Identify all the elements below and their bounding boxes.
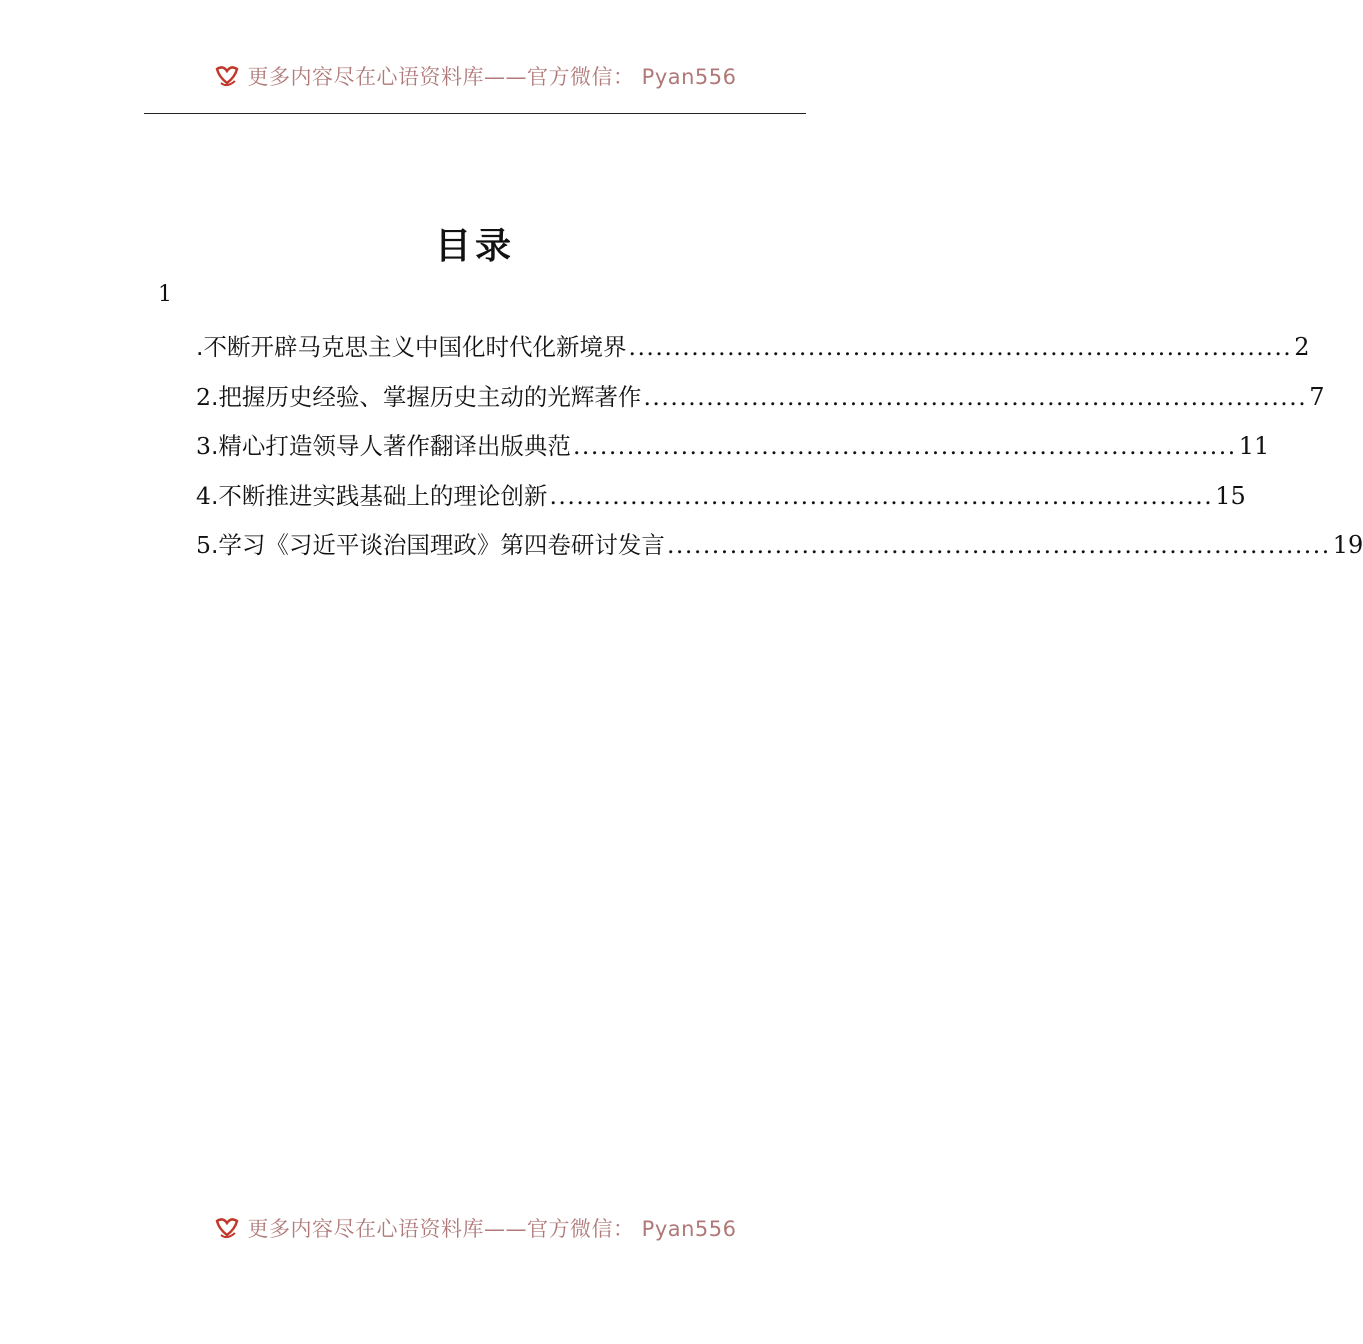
toc-entry-title: .不断开辟马克思主义中国化时代化新境界 [196,333,627,361]
footer-banner-text: 更多内容尽在心语资料库——官方微信： Pyan556 [247,1217,737,1241]
toc-entry-page: 15 [1215,481,1246,510]
toc-list [196,328,1363,576]
toc-entry-title: .精心打造领导人著作翻译出版典范 [210,432,571,460]
toc-leader-dots: .......................................................................... [549,481,1214,510]
toc-entry-page: 11 [1238,432,1270,460]
toc-entry-number: 5 [196,531,211,559]
toc-orphan-number: 1 [158,282,172,307]
toc-leader-dots: .......................................................................... [643,382,1308,411]
toc-entry[interactable] [196,526,1363,576]
toc-leader-dots: .......................................................................... [572,432,1237,460]
toc-leader-dots: .......................................................................... [628,333,1293,361]
header-divider [144,113,806,114]
toc-entry[interactable] [196,477,1246,527]
toc-entry-page: 2 [1294,333,1310,361]
toc-entry-page: 19 [1332,531,1363,559]
toc-entry-number: 3 [196,432,211,460]
toc-entry-number: 4 [196,481,211,510]
logo-icon [213,1213,241,1241]
footer-watermark-banner [0,1204,950,1244]
logo-icon [213,61,241,89]
toc-entry-title: .学习《习近平谈治国理政》第四卷研讨发言 [210,531,665,559]
toc-entry[interactable] [196,427,1270,477]
toc-entry-number: 2 [196,382,211,411]
toc-entry[interactable] [196,328,1310,378]
toc-entry-title: .不断推进实践基础上的理论创新 [210,481,548,510]
page-title: 目录 [434,226,515,267]
header-banner-text: 更多内容尽在心语资料库——官方微信： Pyan556 [247,65,737,89]
toc-entry-title: .把握历史经验、掌握历史主动的光辉著作 [210,382,642,411]
toc-entry[interactable] [196,378,1325,428]
toc-entry-page: 7 [1309,382,1325,411]
toc-leader-dots: .......................................................................... [666,531,1331,559]
header-watermark-banner [0,52,950,92]
